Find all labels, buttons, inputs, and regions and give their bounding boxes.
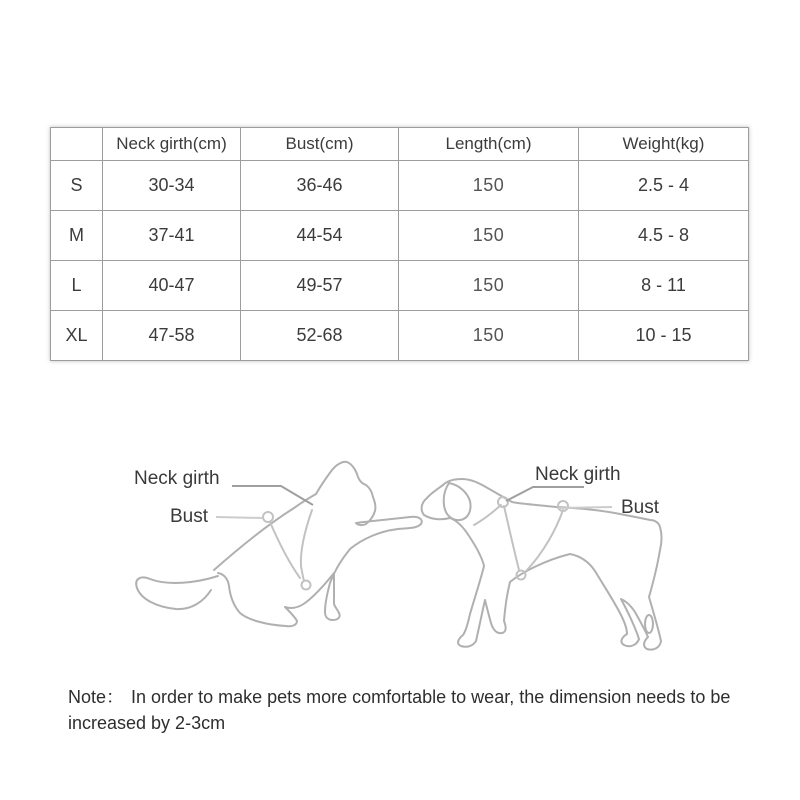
dog-girth-strap	[527, 510, 563, 570]
size-label: S	[51, 161, 103, 211]
note-text	[68, 684, 760, 736]
neck-girth-value: 47-58	[103, 311, 241, 361]
dog-ear-outline	[444, 483, 471, 520]
table-row	[51, 261, 749, 311]
note-body: In order to make pets more comfortable to wear, the dimension needs to be increased by 2-3cm	[68, 687, 731, 733]
dog-bust-leader-line	[559, 507, 612, 508]
cat-body-outline	[218, 462, 422, 626]
col-header-length: Length(cm)	[399, 128, 579, 161]
weight-value: 8 - 11	[579, 261, 749, 311]
neck-girth-value: 37-41	[103, 211, 241, 261]
neck-girth-value: 40-47	[103, 261, 241, 311]
table-row	[51, 211, 749, 261]
bust-value: 49-57	[241, 261, 399, 311]
cat-bust-leader-line	[216, 517, 263, 518]
cat-back-line	[214, 494, 316, 570]
cat-bust-ring	[263, 512, 273, 522]
note-prefix: Note：	[68, 687, 125, 707]
weight-value: 2.5 - 4	[579, 161, 749, 211]
cat-tail-outline	[136, 576, 218, 609]
dog-bust-label: Bust	[621, 497, 660, 518]
neck-girth-value: 30-34	[103, 161, 241, 211]
col-header-weight: Weight(kg)	[579, 128, 749, 161]
dog-side-strap	[504, 506, 519, 570]
size-label: L	[51, 261, 103, 311]
cat-harness	[263, 510, 312, 590]
col-header-size	[51, 128, 103, 161]
col-header-bust: Bust(cm)	[241, 128, 399, 161]
dog-neck-ring	[498, 497, 508, 507]
bust-value: 52-68	[241, 311, 399, 361]
cat-harness-strap-front	[270, 522, 300, 578]
table-row	[51, 311, 749, 361]
size-table	[50, 127, 749, 361]
length-value: 150	[399, 211, 579, 261]
dog-neck-girth-leader-line	[506, 487, 584, 501]
weight-value: 4.5 - 8	[579, 211, 749, 261]
col-header-neck-girth: Neck girth(cm)	[103, 128, 241, 161]
bust-value: 44-54	[241, 211, 399, 261]
dog-neck-girth-label: Neck girth	[535, 464, 621, 485]
size-label: XL	[51, 311, 103, 361]
dog-harness	[474, 497, 568, 580]
cat-bust-label: Bust	[170, 506, 209, 527]
bust-value: 36-46	[241, 161, 399, 211]
dog-collar-strap	[474, 505, 501, 525]
dog-bust-ring	[558, 501, 568, 511]
length-value: 150	[399, 311, 579, 361]
weight-value: 10 - 15	[579, 311, 749, 361]
dog-leg-marking	[645, 615, 653, 633]
size-label: M	[51, 211, 103, 261]
cat-harness-lower-ring	[302, 581, 311, 590]
cat-neck-girth-leader-line	[232, 486, 313, 505]
table-row	[51, 161, 749, 211]
length-value: 150	[399, 161, 579, 211]
table-header-row	[51, 128, 749, 161]
dog-harness-lower-ring	[517, 571, 526, 580]
cat-neck-girth-label: Neck girth	[134, 468, 220, 489]
length-value: 150	[399, 261, 579, 311]
label-leader-lines	[216, 486, 612, 518]
cat-harness-strap-neck	[301, 510, 312, 581]
